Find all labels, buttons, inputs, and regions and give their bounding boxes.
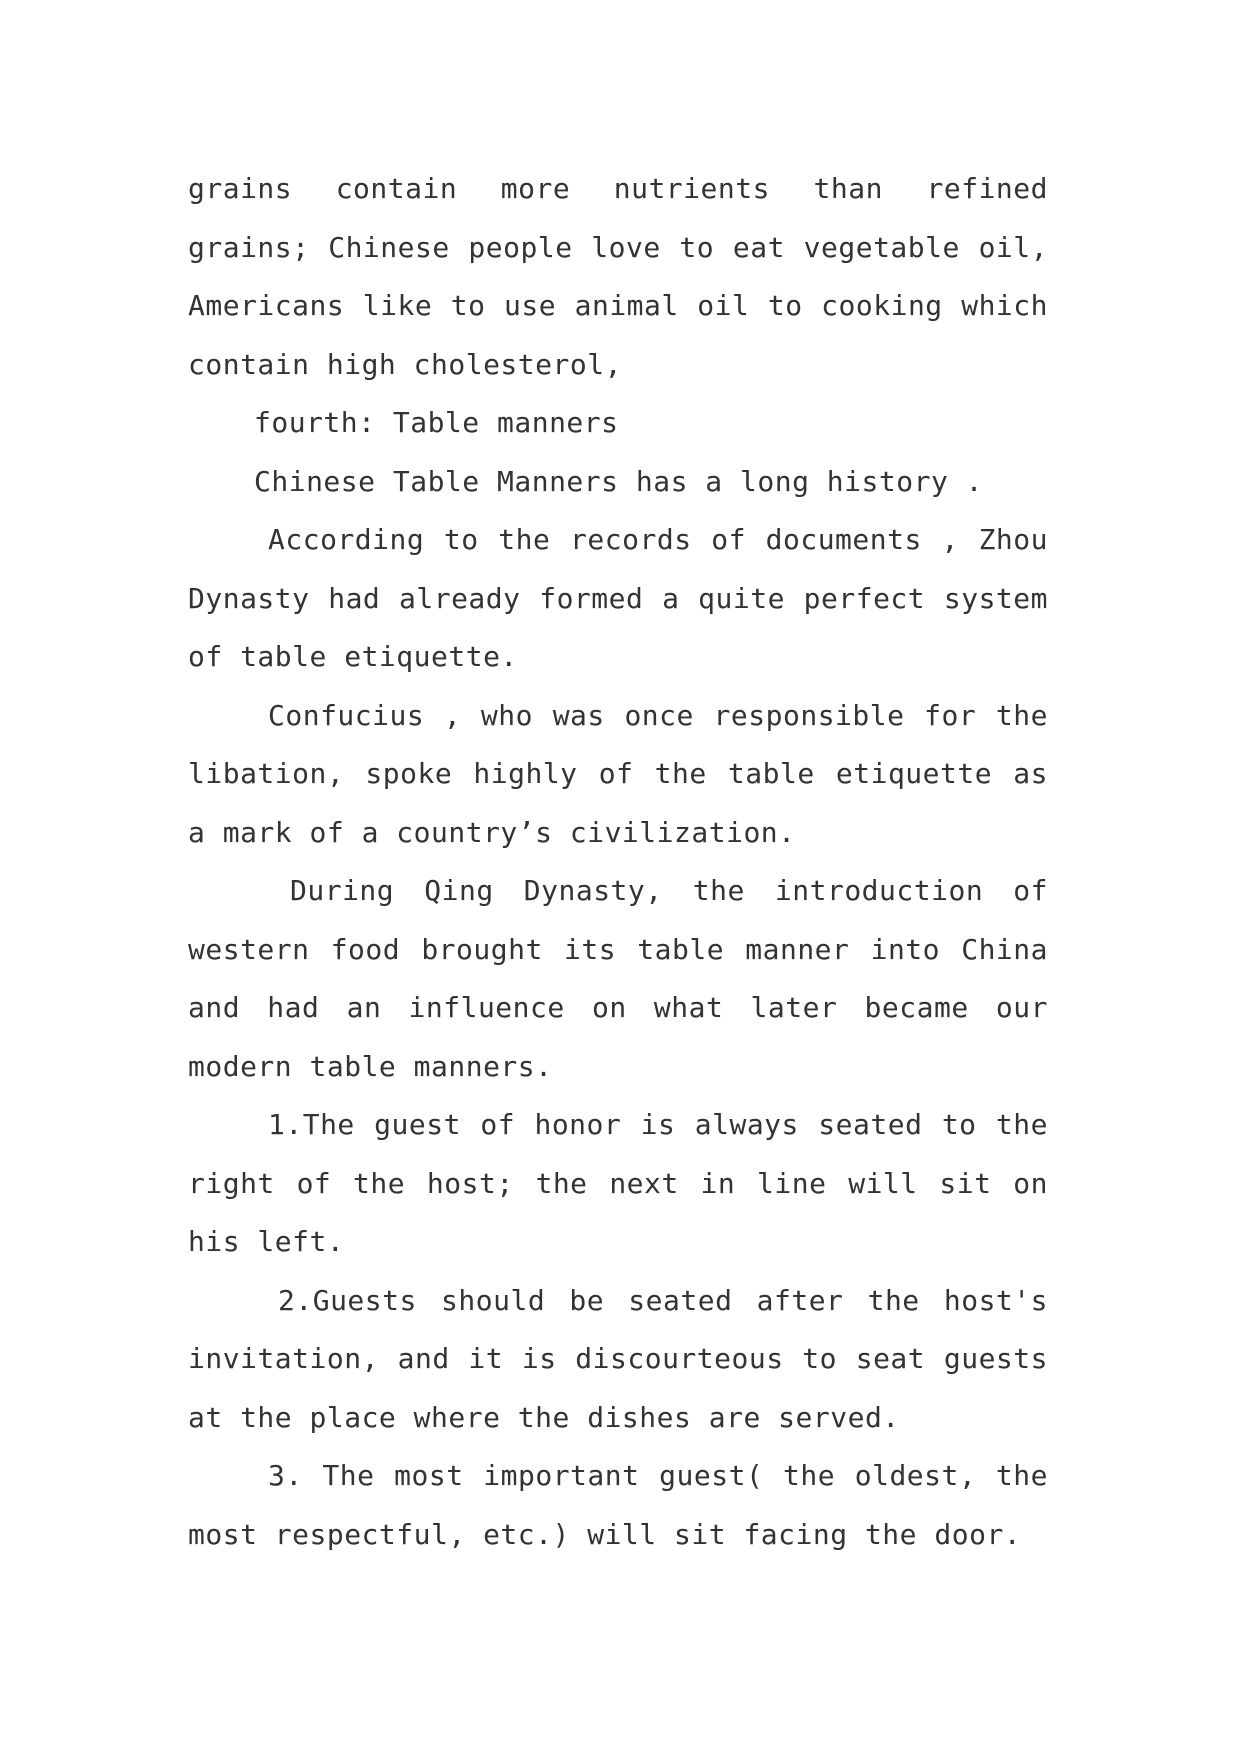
- paragraph-history: Chinese Table Manners has a long history .: [254, 464, 984, 498]
- heading-table-manners: fourth: Table manners: [254, 406, 619, 439]
- paragraph-qing-dynasty: During Qing Dynasty, the introduction of western food brought its table manner into China and had an influence on what later became our modern table manners.: [188, 874, 1048, 1083]
- paragraph-grains: grains contain more nutrients than refined grains; Chinese people love to eat vegetable oil, Americans like to use animal oil to cooking which contain high cholesterol,: [188, 172, 1048, 381]
- document-body: [188, 160, 1048, 1564]
- paragraph-zhou-dynasty: According to the records of documents , Zhou Dynasty had already formed a quite perfect system of table etiquette.: [188, 523, 1048, 673]
- list-item-2: 2.Guests should be seated after the host's invitation, and it is discourteous to seat guests at the place where the dishes are served.: [188, 1283, 1048, 1434]
- paragraph-confucius: Confucius , who was once responsible for the libation, spoke highly of the table etiquette as a mark of a country’s civilization.: [188, 698, 1048, 849]
- list-item-3: 3. The most important guest( the oldest, the most respectful, etc.) will sit facing the door.: [188, 1459, 1048, 1551]
- list-item-1: 1.The guest of honor is always seated to the right of the host; the next in line will sit on his left.: [188, 1108, 1048, 1258]
